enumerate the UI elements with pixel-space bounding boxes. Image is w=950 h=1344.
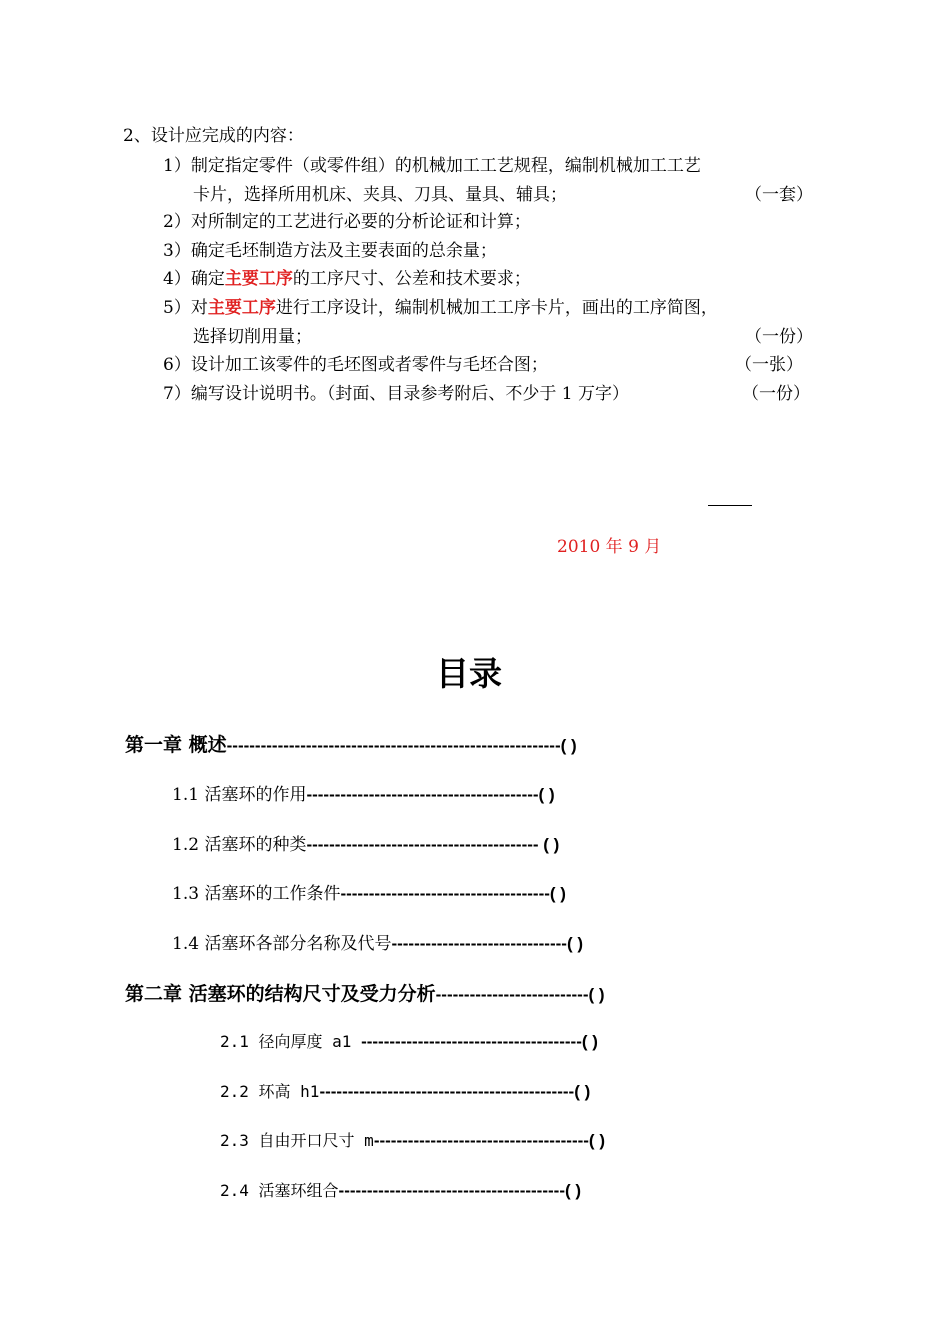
- section-number: 2.1: [220, 1032, 249, 1051]
- toc-section-2-3: [220, 1128, 605, 1151]
- section-label: 1.3 活塞环的工作条件: [172, 884, 341, 904]
- requirement-item-1: [163, 155, 701, 177]
- item-number: 2）: [163, 212, 191, 232]
- item-text-post: 的工序尺寸、公差和技术要求；: [292, 269, 531, 289]
- highlight-text: 主要工序: [224, 269, 293, 289]
- item-text: 制定指定零件（或零件组）的机械加工工艺规程，编制机械加工工艺: [190, 156, 701, 176]
- requirement-note: （一份）: [745, 327, 813, 347]
- item-text: 编写设计说明书。（封面、目录参考附后、不少于 1 万字）: [190, 384, 629, 404]
- signature-line: [708, 505, 752, 506]
- section-label: 1.4 活塞环各部分名称及代号: [172, 934, 392, 954]
- item-text: 对所制定的工艺进行必要的分析论证和计算；: [190, 212, 531, 232]
- toc-section-1-2: [172, 830, 559, 855]
- item-number: 7）: [163, 384, 191, 404]
- section-leader: ----------------------------------------- ( ): [306, 835, 560, 854]
- requirement-item-3: [163, 240, 497, 262]
- section-leader: -----------------------------------------( ): [306, 785, 555, 804]
- requirement-note: （一套）: [745, 185, 813, 205]
- section-leader: -------------------------------( ): [391, 934, 583, 953]
- toc-section-1-3: [172, 879, 566, 904]
- requirements-heading: 2、设计应完成的内容：: [123, 126, 304, 146]
- toc-chapter-2: [125, 979, 605, 1006]
- section-label: 自由开口尺寸 m: [248, 1131, 374, 1150]
- requirement-item-7: [163, 383, 629, 405]
- toc-section-2-4: [220, 1178, 581, 1201]
- requirement-item-2: [163, 211, 531, 233]
- item-number: 3）: [163, 241, 191, 261]
- requirement-item-5: [163, 297, 718, 319]
- date-text: 2010 年 9 月: [557, 537, 662, 557]
- section-leader: --------------------------------------( ): [373, 1131, 605, 1150]
- toc-title: 目录: [436, 654, 502, 693]
- toc-chapter-1: [125, 730, 577, 757]
- item-number: 6）: [163, 355, 191, 375]
- section-number: 2.3: [220, 1131, 249, 1150]
- section-label: 环高 h1: [248, 1082, 320, 1101]
- requirement-item-1-line2: 卡片，选择所用机床、夹具、刀具、量具、辅具；: [193, 185, 567, 205]
- toc-section-2-1: [220, 1029, 598, 1052]
- toc-section-2-2: [220, 1079, 590, 1102]
- requirement-note: （一份）: [742, 384, 810, 404]
- requirement-item-6: [163, 354, 548, 376]
- chapter-label: 第二章 活塞环的结构尺寸及受力分析: [125, 983, 436, 1005]
- section-label: 1.2 活塞环的种类: [172, 835, 307, 855]
- section-leader: ---------------------------------------( ): [361, 1032, 598, 1051]
- section-leader: -------------------------------------( ): [340, 884, 566, 903]
- section-number: 2.4: [220, 1181, 249, 1200]
- item-number: 1）: [163, 156, 191, 176]
- section-label: 径向厚度 a1: [248, 1032, 362, 1051]
- item-text: 确定毛坯制造方法及主要表面的总余量；: [190, 241, 497, 261]
- requirement-item-5-line2: 选择切削用量；: [193, 327, 312, 347]
- section-label: 活塞环组合: [248, 1181, 339, 1200]
- item-text-post: 进行工序设计，编制机械加工工序卡片，画出的工序简图，: [275, 298, 718, 318]
- section-label: 1.1 活塞环的作用: [172, 785, 307, 805]
- section-leader: ---------------------------------------------( ): [319, 1082, 591, 1101]
- requirement-item-4: [163, 268, 531, 290]
- requirement-note: （一张）: [735, 355, 803, 375]
- item-number: 4）: [163, 269, 191, 289]
- chapter-leader: ---------------------------( ): [435, 985, 605, 1004]
- chapter-leader: -----------------------------------------------------------( ): [226, 736, 577, 755]
- highlight-text: 主要工序: [207, 298, 276, 318]
- item-text-pre: 确定: [190, 269, 225, 289]
- item-number: 5）: [163, 298, 191, 318]
- toc-section-1-4: [172, 929, 583, 954]
- chapter-label: 第一章 概述: [125, 734, 227, 756]
- section-leader: ----------------------------------------( ): [338, 1181, 582, 1200]
- toc-section-1-1: [172, 780, 555, 805]
- section-number: 2.2: [220, 1082, 249, 1101]
- item-text-pre: 对: [190, 298, 208, 318]
- item-text: 设计加工该零件的毛坯图或者零件与毛坯合图；: [190, 355, 548, 375]
